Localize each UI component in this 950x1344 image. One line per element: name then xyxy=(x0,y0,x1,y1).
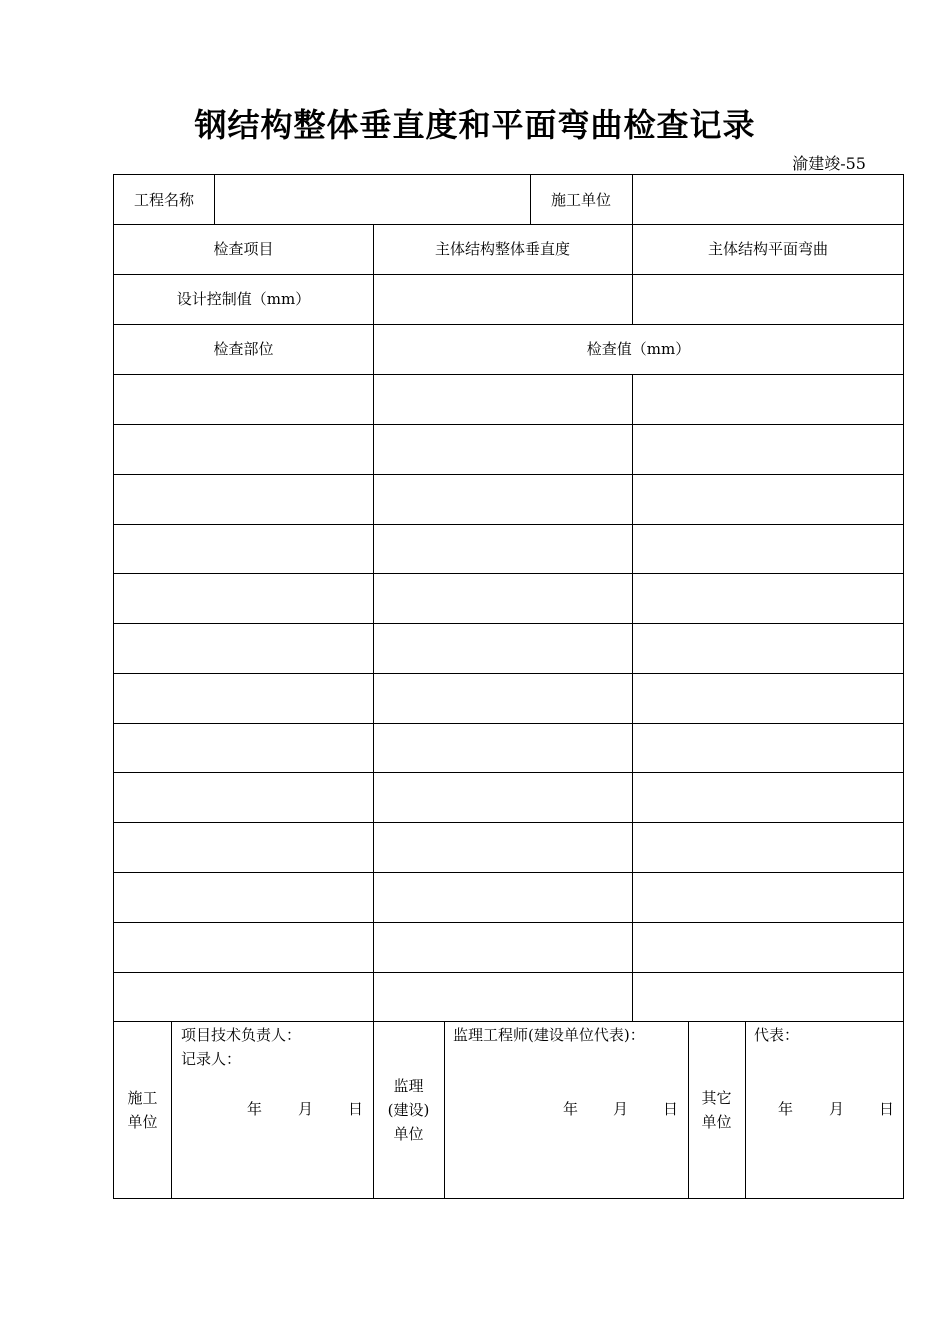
supervisor-label: 监理工程师(建设单位代表)： xyxy=(453,1026,645,1044)
year-label: 年 xyxy=(563,1100,579,1118)
month-label: 月 xyxy=(613,1100,629,1118)
day-label: 日 xyxy=(348,1100,364,1118)
check-value-label: 检查值（mm） xyxy=(586,340,691,358)
inspection-form xyxy=(113,174,904,1199)
supervision-sign-unit xyxy=(373,1021,444,1199)
construction-unit-field[interactable] xyxy=(633,175,904,224)
row-divider xyxy=(114,573,904,574)
row-divider xyxy=(114,723,904,724)
construction-sign-unit-line1: 施工 xyxy=(127,1089,158,1107)
construction-unit-label: 施工单位 xyxy=(550,190,611,209)
month-label: 月 xyxy=(298,1100,314,1118)
construction-sign-unit xyxy=(114,1021,171,1199)
col-divider xyxy=(745,1021,746,1199)
tech-leader-label: 项目技术负责人： xyxy=(181,1026,302,1044)
check-position-label: 检查部位 xyxy=(213,340,274,358)
month-label: 月 xyxy=(829,1100,845,1118)
design-verticality-field[interactable] xyxy=(373,274,632,324)
col-divider xyxy=(632,374,633,1022)
supervision-sign-unit-line2: (建设) xyxy=(387,1101,430,1119)
bending-heading: 主体结构平面弯曲 xyxy=(707,240,828,258)
project-name-label: 工程名称 xyxy=(133,190,194,209)
row-divider xyxy=(114,374,904,375)
other-sign-unit-line2: 单位 xyxy=(701,1113,732,1131)
row-divider xyxy=(114,524,904,525)
verticality-heading: 主体结构整体垂直度 xyxy=(434,240,570,258)
row-divider xyxy=(114,972,904,973)
design-bending-field[interactable] xyxy=(632,274,904,324)
col-divider xyxy=(171,1021,172,1199)
row-divider xyxy=(114,822,904,823)
row-divider xyxy=(114,424,904,425)
recorder-label: 记录人： xyxy=(181,1050,242,1068)
row-divider xyxy=(114,1021,904,1022)
construction-sign-unit-line2: 单位 xyxy=(127,1113,158,1131)
supervision-sign-unit-line1: 监理 xyxy=(393,1077,424,1095)
row-divider xyxy=(114,673,904,674)
other-sign-unit xyxy=(688,1021,745,1199)
page-title: 钢结构整体垂直度和平面弯曲检查记录 xyxy=(194,106,756,144)
supervision-sign-unit-line3: 单位 xyxy=(393,1125,424,1143)
day-label: 日 xyxy=(663,1100,679,1118)
row-divider xyxy=(114,872,904,873)
form-code: 渝建竣-55 xyxy=(792,154,866,173)
row-divider xyxy=(114,922,904,923)
col-divider xyxy=(444,1021,445,1199)
representative-label: 代表： xyxy=(754,1026,800,1044)
design-value-label: 设计控制值（mm） xyxy=(176,290,311,308)
other-sign-unit-line1: 其它 xyxy=(701,1089,732,1107)
check-item-label: 检查项目 xyxy=(213,240,274,258)
year-label: 年 xyxy=(778,1100,794,1118)
day-label: 日 xyxy=(879,1100,895,1118)
row-divider xyxy=(114,623,904,624)
project-name-field[interactable] xyxy=(215,175,530,224)
row-divider xyxy=(114,772,904,773)
year-label: 年 xyxy=(247,1100,263,1118)
row-divider xyxy=(114,474,904,475)
